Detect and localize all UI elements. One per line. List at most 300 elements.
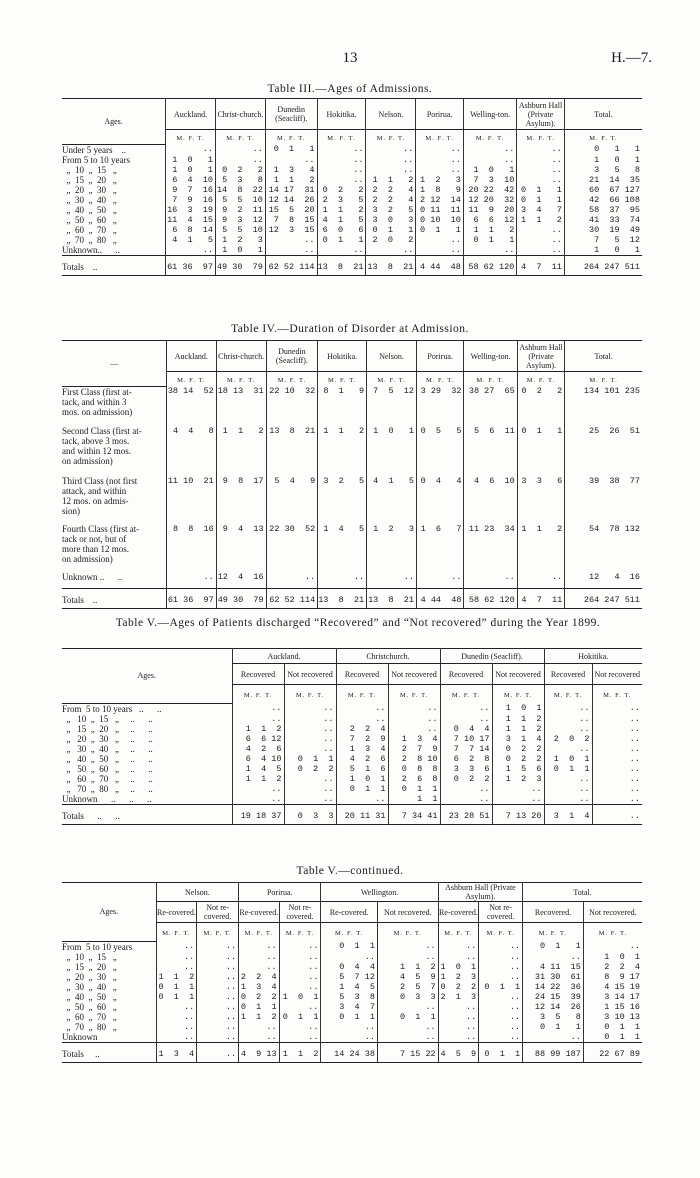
table4-column-header: Dunedin (Seacliff). [266,341,318,372]
table3-cell: .. [517,225,565,235]
table3-cell: 6 8 14 [166,225,216,235]
table5-discharged-ages [62,648,642,825]
table3-cell: .. [366,144,416,155]
table5b-cell: .. [279,982,321,992]
table5b-cell: 1 2 3 [438,972,479,982]
table5-cell: 2 7 9 [388,744,440,754]
table4-duration-of-disorder [62,340,642,609]
table3-cell: 6 0 6 [317,225,366,235]
table4-cell: 3 29 32 [416,386,463,426]
table3-mft-label: M. F. T. [216,130,266,145]
table3-cell: 1 3 4 [265,165,317,175]
table5b-cell: .. [279,962,321,972]
table5-cell: .. [232,784,284,794]
table5-subheader: Not recovered [284,664,336,685]
table3-cell: .. [517,144,565,155]
table5b-row-label: „ 50 „ 60 „ [62,1001,117,1012]
table3-total-cell: 49 30 79 [216,255,266,275]
table5b-cell: 2 1 3 [438,992,479,1002]
table4-cell: 13 8 21 [266,426,318,476]
table5-row-label: „ 20 „ 30 „ .. .. [62,733,153,744]
table3-cell: 2 2 4 [366,185,416,195]
table3-row [62,195,642,205]
table3-cell: .. [416,235,464,245]
table4-cell: 8 8 16 [166,524,216,572]
table5b-cell: .. [523,1032,584,1043]
table3-cell: 3 5 8 [564,165,642,175]
table3-cell: 0 2 2 [317,185,366,195]
table5b-cell: 2 2 4 [583,962,642,972]
table5b-cell: 0 2 2 [239,992,280,1002]
table4-cell: 134 101 235 [565,386,642,426]
document-reference: H.—7. [611,50,652,66]
table4-cell: 4 1 5 [367,476,417,524]
table3-cell: 7 9 16 [166,195,216,205]
table3-cell: 1 0 1 [166,165,216,175]
table5-cell: 0 8 8 [388,764,440,774]
table3-cell: 0 1 1 [416,225,464,235]
table5-cell: 3 1 4 [492,734,544,744]
table5b-cell: .. [523,952,584,962]
table5-total-cell: 23 28 51 [440,804,492,824]
table4-column-header: Hokitika. [318,341,367,372]
table5b-cell: 0 1 1 [156,992,197,1002]
table3-cell: 7 5 12 [564,235,642,245]
table5-cell: .. [284,734,336,744]
table5-title: Table V.—Ages of Patients discharged “Recovered” and “Not recovered” during the Year 1899. [115,617,601,629]
table4-column-header: Total. [565,341,642,372]
table5b-cell: 3 5 8 [523,1012,584,1022]
table5-cell: 0 2 2 [492,744,544,754]
table3-row [62,245,642,256]
table5b-cell: 4 11 15 [523,962,584,972]
table3-total-cell: 13 8 21 [317,255,366,275]
table5-row-label: „ 30 „ 40 „ .. .. [62,743,153,754]
table3-cell: .. [416,144,464,155]
table5-mft-label: M. F. T. [592,685,642,704]
table5b-cell: 0 1 1 [523,1022,584,1032]
table5b-cell: .. [197,962,239,972]
table5-cell: 7 10 17 [440,734,492,744]
table3-row [62,215,642,225]
table3-cell: 21 14 35 [564,175,642,185]
table5b-cell: .. [239,941,280,952]
table5-cell: .. [592,744,642,754]
table3-cell: 14 17 31 [265,185,317,195]
table5b-cell: .. [279,1002,321,1012]
table5b-cell: 24 15 39 [523,992,584,1002]
table5-cell: .. [284,744,336,754]
table5b-cell: .. [279,941,321,952]
table5-cell: .. [284,714,336,724]
table3-row [62,225,642,235]
table3-cell: 5 3 8 [216,175,266,185]
table3-row [62,175,642,185]
table3-cell: 2 3 5 [317,195,366,205]
table5b-subheader: Re-covered. [321,902,378,923]
table3-mft-label: M. F. T. [265,130,317,145]
table5b-total-cell: 1 3 4 [156,1042,197,1062]
table4-totals-label: Totals .. [62,595,98,605]
table3-cell: 0 1 1 [517,195,565,205]
table4-cell: 25 26 51 [565,426,642,476]
table5b-total-cell: .. [197,1042,239,1062]
table5b-cell: .. [438,1022,479,1032]
table5-row-label: „ 70 „ 80 „ .. .. [62,783,153,794]
table3-cell: 4 1 5 [166,235,216,245]
table5-subheader: Not recovered [388,664,440,685]
table5b-cell: .. [279,952,321,962]
table4-cell: 0 1 1 [517,426,564,476]
table5b-cell: 31 30 61 [523,972,584,982]
table5-cell: 4 2 6 [336,754,388,764]
table3-cell: .. [216,144,266,155]
table5b-mft-label: M. F. T. [523,923,584,942]
table3-cell: 0 1 1 [517,185,565,195]
table4-column-header: Porirua. [416,341,463,372]
table5-cell: .. [284,774,336,784]
table3-cell: 9 3 12 [216,215,266,225]
table5-cell: .. [388,703,440,714]
table3-cell: 11 9 20 [463,205,516,215]
table3-cell: 9 7 16 [166,185,216,195]
table5b-row [62,1012,642,1022]
table5b-total-cell: 22 67 89 [583,1042,642,1062]
table5b-cell: 2 2 4 [239,972,280,982]
table4-cell: 8 1 9 [318,386,367,426]
table5-cell: .. [592,714,642,724]
table4-cell: 0 4 4 [416,476,463,524]
table5b-cell: .. [197,1022,239,1032]
table5-cell: 1 1 2 [232,724,284,734]
table5b-row [62,972,642,982]
table5b-cell: .. [197,1012,239,1022]
table3-cell: 3 2 5 [366,205,416,215]
table5b-cell: .. [197,1002,239,1012]
table4-cell: 1 0 1 [367,426,417,476]
table5-mft-label: M. F. T. [492,685,544,704]
table5-cell: .. [232,794,284,805]
table4-mft-label: M. F. T. [517,372,564,387]
table4-cell: .. [517,572,564,589]
table5-cell: .. [284,724,336,734]
table4-mft-label: M. F. T. [416,372,463,387]
table3-cell: .. [366,165,416,175]
table5b-mft-label: M. F. T. [377,923,438,942]
table5-cell: 0 1 1 [284,754,336,764]
table4-cell: .. [464,572,517,589]
table5-totals-row [62,804,642,824]
page-number: 13 [342,50,358,66]
table5b-cell: .. [197,972,239,982]
table5b-cell: 1 4 5 [321,982,378,992]
table4-cell: 38 27 65 [464,386,517,426]
table5b-cell: 2 5 7 [377,982,438,992]
table5b-group-header: Wellington. [321,883,438,902]
table5b-cell: 0 3 3 [377,992,438,1002]
table5-cell: 1 0 1 [492,703,544,714]
table5b-cell: 0 1 1 [156,982,197,992]
table5b-cell: 0 2 2 [438,982,479,992]
table4-mft-label: M. F. T. [565,372,642,387]
table5b-cell: 0 1 1 [321,1012,378,1022]
table5-cell: .. [232,714,284,724]
table3-column-header: Porirua. [416,99,464,130]
table5b-cell: .. [239,1022,280,1032]
table5-corner-header: Ages. [62,649,232,704]
table5b-title: Table V.—continued. [296,865,404,877]
table5-cell: .. [440,714,492,724]
table4-total-cell: 13 8 21 [318,589,367,609]
table4-cell: .. [416,572,463,589]
table3-cell: 1 2 3 [216,235,266,245]
table5b-group-header: Total. [523,883,642,902]
table3-row-label: „ 70 „ 80 „ [62,234,117,245]
table5-subheader: Recovered [544,664,592,685]
table3-cell: .. [463,245,516,256]
table5b-cell: 0 1 1 [583,1032,642,1043]
table5-row-label: Unknown .. .. .. [62,793,152,804]
table3-cell: .. [317,245,366,256]
table5b-group-header: Porirua. [239,883,321,902]
table5b-cell: 3 14 17 [583,992,642,1002]
table3-column-header: Ashburn Hall (Private Asylum). [517,99,565,130]
table5b-subheader: Not re-covered. [479,902,523,923]
table4-row-label: Unknown .. .. [62,572,123,582]
table5b-cell: .. [479,972,523,982]
table4-mft-label: M. F. T. [318,372,367,387]
table4-total-cell: 49 30 79 [216,589,266,609]
table4-totals-row [62,589,642,609]
table4-cell: 5 4 9 [266,476,318,524]
table5-cell: .. [592,764,642,774]
table5b-row [62,982,642,992]
table5b-cell: 0 1 1 [583,1022,642,1032]
table5-row [62,744,642,754]
table5-row-label: „ 50 „ 60 „ .. .. [62,763,153,774]
table4-cell: 39 38 77 [565,476,642,524]
table5b-cell: 1 0 1 [438,962,479,972]
table3-mft-label: M. F. T. [166,130,216,145]
table5-cell: 0 1 1 [544,764,592,774]
table5-cell: 1 1 2 [232,774,284,784]
table3-mft-label: M. F. T. [517,130,565,145]
table5-totals-label: Totals .. .. [62,810,120,821]
table3-cell: 0 2 2 [216,165,266,175]
table5b-total-cell: 14 24 38 [321,1042,378,1062]
table5b-cell: 5 3 8 [321,992,378,1002]
table3-row-label: „ 20 „ 30 „ [62,184,117,195]
table5b-total-cell: 7 15 22 [377,1042,438,1062]
table3-cell: 9 2 11 [216,205,266,215]
table5-cell: 2 0 2 [544,734,592,744]
table3-row [62,144,642,155]
table3-cell: 7 3 10 [463,175,516,185]
table3-cell: .. [463,144,516,155]
table4-cell: 1 1 2 [517,524,564,572]
table5-cell: .. [544,714,592,724]
table5b-row-label: „ 40 „ 50 „ [62,991,117,1002]
table3-ages-of-admissions [62,98,642,276]
table3-row [62,205,642,215]
table5-cell: 2 8 10 [388,754,440,764]
table4-cell: 12 4 16 [565,572,642,589]
table5b-cell: .. [156,941,197,952]
table5b-cell: .. [438,1012,479,1022]
table3-cell: .. [416,155,464,165]
table4-cell: 9 8 17 [216,476,266,524]
table5b-cell: 0 1 1 [523,941,584,952]
table3-cell: 12 3 15 [265,225,317,235]
table5-group-header: Hokitika. [544,649,642,664]
table3-column-header: Hokitika. [317,99,366,130]
table5-cell: 0 2 2 [440,774,492,784]
table5-cell: .. [592,774,642,784]
table5b-row [62,941,642,952]
table5b-cell: 0 1 1 [321,941,378,952]
table3-column-header: Total. [564,99,642,130]
table3-mft-label: M. F. T. [416,130,464,145]
table5-subheader: Recovered [440,664,492,685]
table3-cell: 1 0 1 [564,155,642,165]
table3-cell: 1 1 2 [463,225,516,235]
table5-cell: 0 1 1 [336,784,388,794]
table4-cell: 11 23 34 [464,524,517,572]
table5b-row-label: From 5 to 10 years [62,941,133,952]
table5-row [62,784,642,794]
table5b-mft-label: M. F. T. [438,923,479,942]
table4-total-cell: 264 247 511 [565,589,642,609]
table3-cell: 3 0 3 [366,215,416,225]
table3-cell: .. [517,235,565,245]
table5b-cell: .. [479,1002,523,1012]
table4-row [62,426,642,476]
table3-cell: 2 12 14 [416,195,464,205]
table5-total-cell: 19 18 37 [232,804,284,824]
table3-cell: .. [265,245,317,256]
table5b-group-header: Nelson. [156,883,238,902]
table3-cell: 1 1 2 [317,205,366,215]
table3-cell: 1 0 1 [564,245,642,256]
table4-cell: 38 14 52 [166,386,216,426]
table3-column-header: Welling-ton. [463,99,516,130]
table5-cell: 0 4 4 [440,724,492,734]
table5-cell: 6 2 8 [440,754,492,764]
table3-cell: 60 67 127 [564,185,642,195]
table5-cell: 1 1 2 [492,714,544,724]
table5-cell: .. [232,703,284,714]
table5-group-header: Christchurch. [336,649,440,664]
table5b-cell: .. [377,952,438,962]
table3-mft-label: M. F. T. [317,130,366,145]
table5b-cell: .. [321,952,378,962]
table5-cell: 1 1 2 [492,724,544,734]
table4-cell: 1 6 7 [416,524,463,572]
table4-cell: 4 4 8 [166,426,216,476]
table3-cell: .. [366,245,416,256]
table3-corner-header: Ages. [62,99,166,145]
table5-cell: .. [592,703,642,714]
table4-cell: 3 3 6 [517,476,564,524]
table3-cell: .. [216,155,266,165]
table4-title: Table IV.—Duration of Disorder at Admission. [231,323,469,335]
table4-cell: 1 2 3 [367,524,417,572]
table5-cell: .. [544,724,592,734]
table5b-group-header: Ashburn Hall (Private Asylum). [438,883,522,902]
table3-totals-row [62,255,642,275]
table3-cell: 16 3 19 [166,205,216,215]
table3-total-cell: 62 52 114 [265,255,317,275]
table5b-cell: 1 0 1 [583,952,642,962]
table5b-row-label: „ 15 „ 20 „ [62,961,117,972]
table5b-corner-header: Ages. [62,883,156,942]
table5b-mft-label: M. F. T. [197,923,239,942]
table5-cell: 0 2 2 [492,754,544,764]
table4-total-cell: 61 36 97 [166,589,216,609]
table5b-cell: .. [479,1022,523,1032]
table3-cell: 11 4 15 [166,215,216,225]
table5b-total-cell: 0 1 1 [479,1042,523,1062]
table3-cell: 4 1 5 [317,215,366,225]
table5-cell: 2 6 8 [388,774,440,784]
table3-mft-label: M. F. T. [366,130,416,145]
table5-row-label: „ 60 „ 70 „ .. .. [62,773,153,784]
table5b-total-cell: 4 5 9 [438,1042,479,1062]
table5-cell: .. [544,784,592,794]
table5b-cell: .. [279,1032,321,1043]
table5b-cell: 3 4 7 [321,1002,378,1012]
table4-cell: 22 10 32 [266,386,318,426]
table5-cell: .. [592,734,642,744]
table5-total-cell: 7 13 20 [492,804,544,824]
table4-cell: 1 1 2 [216,426,266,476]
table5b-subheader: Re-covered. [438,902,479,923]
table3-cell: .. [317,175,366,185]
table5-group-header: Auckland. [232,649,336,664]
table5-cell: 2 2 4 [336,724,388,734]
table5-cell: 1 3 4 [336,744,388,754]
table3-cell: .. [416,165,464,175]
table5b-cell: .. [197,1032,239,1043]
table5b-cell: .. [321,1022,378,1032]
table5b-cell: .. [197,982,239,992]
table3-cell: .. [166,144,216,155]
table3-column-header: Auckland. [166,99,216,130]
table5b-cell: 14 22 36 [523,982,584,992]
table3-cell: 2 0 2 [366,235,416,245]
table3-row-label: „ 10 „ 15 „ [62,164,117,175]
table4-cell: 22 30 52 [266,524,318,572]
table3-totals-label: Totals .. [62,261,98,272]
table4-cell: 11 10 21 [166,476,216,524]
table5-total-cell: 0 3 3 [284,804,336,824]
table3-cell: 1 8 9 [416,185,464,195]
table5b-cell: .. [156,1002,197,1012]
table4-mft-label: M. F. T. [367,372,417,387]
table5-mft-label: M. F. T. [232,685,284,704]
table5-cell: .. [544,774,592,784]
table3-cell: .. [366,155,416,165]
table5b-cell: 0 1 1 [377,1012,438,1022]
table5-row [62,764,642,774]
table3-row-label: „ 30 „ 40 „ [62,194,117,205]
table5b-subheader: Not re-covered. [197,902,239,923]
table5b-cell: 0 1 1 [239,1002,280,1012]
table3-row-label: Unknown.. .. [62,244,120,255]
table3-cell: 1 1 2 [265,175,317,185]
table5-cell: 1 5 6 [492,764,544,774]
table5b-cell: 1 1 2 [239,1012,280,1022]
